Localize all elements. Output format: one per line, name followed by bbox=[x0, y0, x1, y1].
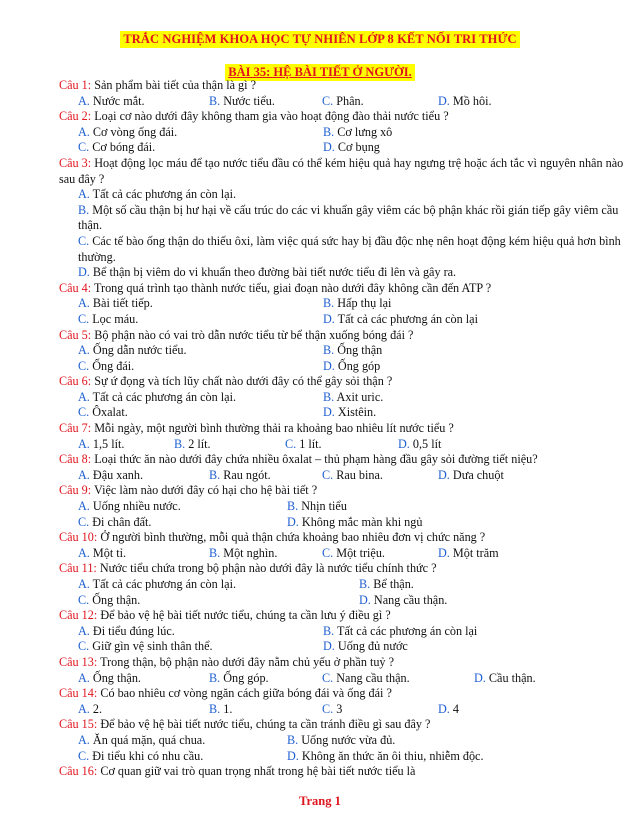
option-letter: B. bbox=[209, 93, 221, 108]
option-letter: C. bbox=[322, 93, 334, 108]
option-row bbox=[59, 437, 619, 453]
option-text: Không ăn thức ăn ôi thiu, nhiễm độc. bbox=[298, 748, 484, 763]
option-text: Ống đái. bbox=[89, 358, 135, 373]
option-text: Uống nước vừa đủ. bbox=[298, 732, 396, 747]
option-row bbox=[59, 405, 619, 421]
option-letter: C. bbox=[78, 233, 90, 248]
question-text: Ở người bình thường, mỗi quả thận chứa khoảng bao nhiêu đơn vị chức năng ? bbox=[97, 530, 486, 545]
option-letter: B. bbox=[287, 732, 299, 747]
option-letter: B. bbox=[359, 577, 371, 591]
answer-option bbox=[323, 140, 380, 156]
question-number: Câu 13: bbox=[59, 654, 98, 669]
option-text: Đi chân đất. bbox=[89, 514, 152, 529]
option-text: Giữ gìn vệ sinh thân thể. bbox=[89, 639, 213, 654]
option-text: Cơ bụng bbox=[334, 140, 380, 155]
document-title: TRẮC NGHIỆM KHOA HỌC TỰ NHIÊN LỚP 8 KẾT NỐI TRI THỨC bbox=[120, 31, 519, 48]
option-letter: D. bbox=[398, 436, 410, 451]
question-stem bbox=[59, 686, 619, 702]
option-text: Tất cả các phương án còn lại bbox=[334, 311, 478, 326]
option-letter: C. bbox=[78, 639, 90, 654]
option-row bbox=[59, 203, 626, 234]
option-letter: D. bbox=[323, 358, 335, 373]
lesson-title: BÀI 35: HỆ BÀI TIẾT Ở NGƯỜI. bbox=[225, 64, 415, 81]
answer-option bbox=[322, 546, 385, 562]
answer-option bbox=[78, 702, 102, 718]
option-text: Cơ bóng đái. bbox=[89, 140, 156, 155]
title-block bbox=[0, 30, 640, 48]
option-letter: D. bbox=[287, 514, 299, 529]
answer-option bbox=[323, 125, 392, 141]
option-text: Ôxalat. bbox=[89, 405, 128, 420]
option-text: Bể thận. bbox=[370, 577, 414, 591]
option-letter: C. bbox=[78, 748, 90, 763]
option-row bbox=[59, 671, 619, 687]
question-number: Câu 11: bbox=[59, 561, 97, 576]
option-text: Bể thận bị viêm do vi khuẩn theo đường bài tiết nước tiểu đi lên và gây ra. bbox=[89, 265, 457, 280]
option-letter: C. bbox=[78, 311, 90, 326]
question-stem bbox=[59, 608, 619, 624]
answer-option bbox=[78, 296, 153, 312]
option-letter: B. bbox=[323, 296, 335, 311]
option-row bbox=[59, 515, 619, 531]
question-number: Câu 12: bbox=[59, 608, 98, 623]
question-stem bbox=[59, 156, 624, 187]
answer-option bbox=[78, 624, 175, 640]
answer-option bbox=[78, 405, 128, 421]
answer-option bbox=[209, 94, 275, 110]
option-row bbox=[59, 468, 619, 484]
option-row bbox=[59, 749, 619, 765]
option-text: 2. bbox=[89, 701, 103, 716]
question-number: Câu 9: bbox=[59, 483, 92, 498]
answer-option bbox=[78, 125, 177, 141]
question-text: Sự ứ đọng và tích lũy chất nào dưới đây có thể gây sỏi thận ? bbox=[91, 374, 393, 389]
option-text: Mồ hôi. bbox=[449, 93, 492, 108]
option-letter: C. bbox=[322, 467, 334, 482]
option-row bbox=[59, 140, 619, 156]
question-number: Câu 5: bbox=[59, 327, 92, 342]
option-row bbox=[59, 624, 619, 640]
option-row bbox=[59, 577, 619, 593]
option-text: Rau bina. bbox=[333, 467, 383, 482]
question-stem bbox=[59, 281, 619, 297]
option-text: Một trăm bbox=[449, 545, 499, 560]
option-letter: B. bbox=[209, 670, 221, 685]
question-stem bbox=[59, 328, 619, 344]
option-text: Dưa chuột bbox=[449, 467, 504, 482]
answer-option bbox=[322, 702, 342, 718]
option-letter: B. bbox=[209, 701, 221, 716]
answer-option bbox=[359, 593, 447, 609]
option-text: Nước mắt. bbox=[89, 93, 145, 108]
option-letter: C. bbox=[78, 358, 90, 373]
option-letter: A. bbox=[78, 467, 90, 482]
answer-option bbox=[438, 702, 459, 718]
option-row bbox=[59, 234, 626, 265]
answer-option bbox=[323, 359, 380, 375]
answer-option bbox=[323, 639, 408, 655]
option-text: Cơ vòng ống đái. bbox=[89, 124, 178, 139]
question-stem bbox=[59, 561, 619, 577]
option-letter: D. bbox=[323, 311, 335, 326]
question-number: Câu 4: bbox=[59, 280, 92, 295]
question-stem bbox=[59, 374, 619, 390]
answer-option bbox=[474, 671, 536, 687]
answer-option bbox=[78, 187, 236, 201]
option-text: Đậu xanh. bbox=[89, 467, 143, 482]
option-text: Tất cả các phương án còn lại. bbox=[89, 187, 237, 202]
option-letter: B. bbox=[209, 467, 221, 482]
option-letter: B. bbox=[174, 436, 186, 451]
answer-option bbox=[78, 343, 187, 359]
option-letter: D. bbox=[78, 265, 90, 280]
answer-option bbox=[322, 94, 364, 110]
answer-option bbox=[78, 359, 134, 375]
option-letter: B. bbox=[323, 343, 335, 358]
answer-option bbox=[323, 312, 478, 328]
option-text: Một tỉ. bbox=[89, 545, 127, 560]
answer-option bbox=[78, 94, 145, 110]
answer-option bbox=[78, 749, 203, 765]
option-row bbox=[59, 639, 619, 655]
option-text: Các tế bào ống thận do thiếu ôxi, làm việc quá sức hay bị đầu độc nhẹ nên hoạt động kém hiệu quả hơn bình thường. bbox=[78, 233, 621, 264]
option-letter: A. bbox=[78, 389, 90, 404]
question-number: Câu 7: bbox=[59, 421, 92, 436]
option-text: Rau ngót. bbox=[220, 467, 271, 482]
question-text: Cơ quan giữ vai trò quan trọng nhất trong hệ bài tiết nước tiểu là bbox=[97, 764, 416, 779]
answer-option bbox=[174, 437, 211, 453]
answer-option bbox=[78, 733, 205, 749]
option-text: Một số cầu thận bị hư hại về cấu trúc do các vi khuẩn gây viêm các bộ phận khác rồi gián tiếp gây viêm cầu thận. bbox=[78, 202, 619, 233]
option-letter: D. bbox=[359, 592, 371, 607]
answer-option bbox=[78, 265, 456, 279]
option-text: 3 bbox=[333, 701, 343, 716]
option-text: Xistêin. bbox=[334, 405, 377, 420]
question-stem bbox=[59, 530, 619, 546]
question-text: Hoạt động lọc máu để tạo nước tiểu đầu có thể kém hiệu quả hay ngưng trệ hoặc ách tắc vì nguyên nhân nào sau đây ? bbox=[59, 155, 624, 186]
question-number: Câu 10: bbox=[59, 530, 98, 545]
option-letter: A. bbox=[78, 732, 90, 747]
option-letter: B. bbox=[209, 545, 221, 560]
option-letter: A. bbox=[78, 499, 90, 514]
question-text: Bộ phận nào có vai trò dẫn nước tiểu từ bể thận xuống bóng đái ? bbox=[91, 327, 414, 342]
question-stem bbox=[59, 109, 619, 125]
option-row bbox=[59, 499, 619, 515]
option-row bbox=[59, 187, 626, 203]
option-text: Nang cầu thận. bbox=[370, 592, 448, 607]
question-stem bbox=[59, 655, 619, 671]
answer-option bbox=[287, 499, 347, 515]
option-text: Lọc máu. bbox=[89, 311, 139, 326]
option-letter: D. bbox=[438, 93, 450, 108]
option-text: Ống thận. bbox=[89, 670, 141, 685]
question-number: Câu 6: bbox=[59, 374, 92, 389]
option-letter: D. bbox=[323, 639, 335, 654]
option-letter: B. bbox=[323, 124, 335, 139]
answer-option bbox=[78, 593, 140, 609]
option-row bbox=[59, 702, 619, 718]
option-letter: C. bbox=[285, 436, 297, 451]
option-row bbox=[59, 296, 619, 312]
answer-option bbox=[323, 296, 391, 312]
option-letter: C. bbox=[78, 592, 90, 607]
option-text: Tất cả các phương án còn lại. bbox=[89, 577, 237, 591]
question-stem bbox=[59, 452, 619, 468]
answer-option bbox=[78, 515, 151, 531]
option-letter: A. bbox=[78, 545, 90, 560]
answer-option bbox=[78, 437, 124, 453]
answer-option bbox=[323, 405, 376, 421]
answer-option bbox=[78, 546, 126, 562]
option-text: Uống đủ nước bbox=[334, 639, 408, 654]
option-letter: A. bbox=[78, 670, 90, 685]
option-letter: C. bbox=[78, 514, 90, 529]
question-stem bbox=[59, 78, 619, 94]
answer-option bbox=[438, 546, 499, 562]
option-letter: B. bbox=[287, 499, 299, 514]
answer-option bbox=[323, 343, 382, 359]
option-letter: A. bbox=[78, 701, 90, 716]
option-row bbox=[59, 312, 619, 328]
option-letter: D. bbox=[438, 545, 450, 560]
option-row bbox=[59, 94, 619, 110]
question-number: Câu 8: bbox=[59, 452, 92, 467]
answer-option bbox=[78, 577, 236, 593]
option-letter: A. bbox=[78, 436, 90, 451]
option-text: Nước tiểu. bbox=[220, 93, 275, 108]
answer-option bbox=[322, 671, 410, 687]
option-text: Đi tiểu đúng lúc. bbox=[89, 623, 175, 638]
answer-option bbox=[78, 234, 621, 264]
question-text: Để bảo vệ hệ bài tiết nước tiểu, chúng ta cần tránh điều gì sau đây ? bbox=[97, 717, 431, 732]
option-letter: B. bbox=[78, 202, 90, 217]
option-text: Tất cả các phương án còn lại. bbox=[89, 389, 237, 404]
option-row bbox=[59, 390, 619, 406]
answer-option bbox=[359, 577, 414, 593]
option-text: 1. bbox=[220, 701, 233, 716]
option-row bbox=[59, 343, 619, 359]
option-letter: C. bbox=[78, 405, 90, 420]
option-row bbox=[59, 125, 619, 141]
option-text: Axit uric. bbox=[334, 389, 384, 404]
option-letter: D. bbox=[474, 670, 486, 685]
option-letter: D. bbox=[287, 748, 299, 763]
option-text: 4 bbox=[449, 701, 459, 716]
option-text: Tất cả các phương án còn lại bbox=[334, 623, 478, 638]
answer-option bbox=[209, 546, 277, 562]
option-text: Ống dẫn nước tiểu. bbox=[89, 343, 187, 358]
option-letter: A. bbox=[78, 124, 90, 139]
option-text: Ống góp bbox=[334, 358, 381, 373]
question-number: Câu 15: bbox=[59, 717, 98, 732]
answer-option bbox=[209, 671, 269, 687]
answer-option bbox=[78, 390, 236, 406]
option-text: Nang cầu thận. bbox=[333, 670, 410, 685]
option-letter: C. bbox=[322, 545, 334, 560]
option-text: 1 lít. bbox=[296, 436, 322, 451]
option-text: Cầu thận. bbox=[485, 670, 536, 685]
option-text: Ống thận. bbox=[89, 592, 141, 607]
question-text: Sản phẩm bài tiết của thận là gì ? bbox=[91, 78, 256, 92]
option-text: Uống nhiều nước. bbox=[89, 499, 181, 514]
answer-option bbox=[78, 671, 141, 687]
question-text: Trong quá trình tạo thành nước tiểu, giai đoạn nào dưới đây không cần đến ATP ? bbox=[91, 280, 492, 295]
page-number: Trang 1 bbox=[299, 794, 341, 808]
question-number: Câu 2: bbox=[59, 109, 92, 124]
option-text: 2 lít. bbox=[185, 436, 211, 451]
question-text: Loại cơ nào dưới đây không tham gia vào hoạt động đào thải nước tiểu ? bbox=[91, 109, 449, 124]
question-number: Câu 16: bbox=[59, 764, 98, 779]
option-text: Nhịn tiểu bbox=[298, 499, 347, 514]
question-stem bbox=[59, 483, 619, 499]
question-stem bbox=[59, 717, 619, 733]
option-letter: D. bbox=[323, 405, 335, 420]
answer-option bbox=[78, 499, 181, 515]
answer-option bbox=[322, 468, 383, 484]
option-text: Một nghìn. bbox=[220, 545, 278, 560]
option-text: Ống góp. bbox=[220, 670, 269, 685]
question-text: Việc làm nào dưới đây có hại cho hệ bài tiết ? bbox=[91, 483, 318, 498]
question-text: Có bao nhiêu cơ vòng ngăn cách giữa bóng đái và ống đái ? bbox=[97, 686, 392, 701]
option-letter: A. bbox=[78, 577, 90, 591]
option-letter: B. bbox=[323, 623, 335, 638]
answer-option bbox=[438, 94, 492, 110]
option-row bbox=[59, 733, 619, 749]
option-letter: A. bbox=[78, 93, 90, 108]
option-text: Một triệu. bbox=[333, 545, 385, 560]
option-text: 1,5 lít. bbox=[89, 436, 125, 451]
answer-option bbox=[78, 312, 138, 328]
option-text: Bài tiết tiếp. bbox=[89, 296, 153, 311]
question-stem bbox=[59, 764, 619, 780]
answer-option bbox=[287, 515, 422, 531]
question-number: Câu 1: bbox=[59, 78, 92, 92]
option-letter: C. bbox=[322, 701, 334, 716]
question-number: Câu 3: bbox=[59, 155, 92, 170]
answer-option bbox=[398, 437, 441, 453]
option-text: 0,5 lít bbox=[409, 436, 442, 451]
option-text: Ống thận bbox=[334, 343, 383, 358]
question-text: Để bảo vệ hệ bài tiết nước tiểu, chúng ta cần lưu ý điều gì ? bbox=[97, 608, 391, 623]
option-row bbox=[59, 359, 619, 375]
option-letter: A. bbox=[78, 623, 90, 638]
answer-option bbox=[78, 639, 213, 655]
answer-option bbox=[285, 437, 322, 453]
option-letter: A. bbox=[78, 296, 90, 311]
question-text: Nước tiểu chứa trong bộ phận nào dưới đây là nước tiểu chính thức ? bbox=[96, 561, 437, 576]
answer-option bbox=[438, 468, 504, 484]
option-text: Cơ lưng xô bbox=[334, 124, 393, 139]
option-letter: D. bbox=[438, 467, 450, 482]
option-text: Đi tiểu khi có nhu cầu. bbox=[89, 748, 204, 763]
answer-option bbox=[323, 624, 477, 640]
answer-option bbox=[78, 468, 143, 484]
option-letter: D. bbox=[438, 701, 450, 716]
option-text: Ăn quá mặn, quá chua. bbox=[89, 732, 206, 747]
question-text: Loại thức ăn nào dưới đây chứa nhiều ôxalat – thủ phạm hàng đầu gây sỏi đường tiết niệu? bbox=[91, 452, 538, 467]
option-letter: B. bbox=[323, 389, 335, 404]
question-number: Câu 14: bbox=[59, 686, 98, 701]
answer-option bbox=[78, 203, 618, 233]
answer-option bbox=[287, 733, 395, 749]
option-letter: D. bbox=[323, 140, 335, 155]
option-text: Phân. bbox=[333, 93, 364, 108]
answer-option bbox=[209, 468, 271, 484]
option-letter: A. bbox=[78, 187, 90, 202]
answer-option bbox=[287, 749, 484, 765]
option-row bbox=[59, 593, 619, 609]
option-row bbox=[59, 546, 619, 562]
answer-option bbox=[78, 140, 155, 156]
question-text: Trong thận, bộ phận nào dưới đây nằm chủ yếu ở phần tuỷ ? bbox=[97, 654, 394, 669]
answer-option bbox=[209, 702, 232, 718]
option-row bbox=[59, 265, 626, 281]
question-text: Mỗi ngày, một người bình thường thải ra khoảng bao nhiêu lít nước tiểu ? bbox=[91, 421, 454, 436]
answer-option bbox=[323, 390, 383, 406]
option-letter: C. bbox=[322, 670, 334, 685]
question-list bbox=[59, 78, 624, 780]
option-text: Không mắc màn khi ngủ bbox=[298, 514, 423, 529]
option-letter: C. bbox=[78, 140, 90, 155]
option-text: Hấp thụ lại bbox=[334, 296, 392, 311]
option-letter: A. bbox=[78, 343, 90, 358]
question-stem bbox=[59, 421, 619, 437]
